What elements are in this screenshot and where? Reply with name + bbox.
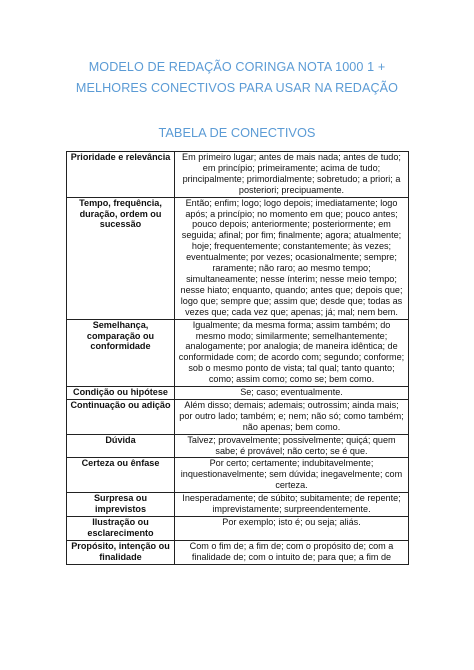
category-cell: Prioridade e relevância (67, 152, 175, 198)
table-row (67, 399, 409, 434)
connectives-cell: Igualmente; da mesma forma; assim também; do mesmo modo; similarmente; semelhantemente; analogamente; por analogia; de maneira idêntica; de conformidade com; de acordo com; segundo; conforme; sob o mesmo ponto de vista; tal qual; tanto quanto; como; assim como; como se; bem como. (175, 319, 409, 386)
connectives-cell: Se; caso; eventualmente. (175, 387, 409, 400)
table-title: TABELA DE CONECTIVOS (158, 125, 316, 140)
category-cell: Dúvida (67, 434, 175, 458)
table-row (67, 197, 409, 319)
title-line-1: MODELO DE REDAÇÃO CORINGA NOTA 1000 1 + (88, 60, 386, 74)
category-cell: Tempo, frequência, duração, ordem ou sucessão (67, 197, 175, 319)
category-cell: Surpresa ou imprevistos (67, 493, 175, 517)
table-row (67, 517, 409, 541)
table-row (67, 493, 409, 517)
table-row (67, 319, 409, 386)
connectives-table (66, 151, 409, 565)
table-row (67, 387, 409, 400)
title-line-2: MELHORES CONECTIVOS PARA USAR NA REDAÇÃO (75, 81, 399, 95)
connectives-cell: Por exemplo; isto é; ou seja; aliás. (175, 517, 409, 541)
category-cell: Ilustração ou esclarecimento (67, 517, 175, 541)
category-cell: Propósito, intenção ou finalidade (67, 540, 175, 564)
table-row (67, 458, 409, 493)
connectives-cell: Inesperadamente; de súbito; subitamente; de repente; imprevistamente; surpreendentemente. (175, 493, 409, 517)
connectives-cell: Com o fim de; a fim de; com o propósito de; com a finalidade de; com o intuito de; para que; a fim de (175, 540, 409, 564)
connectives-cell: Em primeiro lugar; antes de mais nada; antes de tudo; em princípio; primeiramente; acima de tudo; principalmente; primordialmente; sobretudo; a priori; a posteriori; precipuamente. (175, 152, 409, 198)
category-cell: Certeza ou ênfase (67, 458, 175, 493)
connectives-cell: Talvez; provavelmente; possivelmente; quiçá; quem sabe; é provável; não certo; se é que. (175, 434, 409, 458)
table-row (67, 152, 409, 198)
table-row (67, 540, 409, 564)
connectives-cell: Além disso; demais; ademais; outrossim; ainda mais; por outro lado; também; e; nem; não só; como também; não apenas; bem como. (175, 399, 409, 434)
category-cell: Semelhança, comparação ou conformidade (67, 319, 175, 386)
category-cell: Continuação ou adição (67, 399, 175, 434)
table-row (67, 434, 409, 458)
document-title (0, 57, 474, 99)
connectives-cell: Por certo; certamente; indubitavelmente; inquestionavelmente; sem dúvida; inegavelmente; com certeza. (175, 458, 409, 493)
connectives-cell: Então; enfim; logo; logo depois; imediatamente; logo após; a princípio; no momento em que; pouco antes; pouco depois; anteriormente; posteriormente; em seguida; afinal; por fim; finalmente; agora; atualmente; hoje; frequentemente; constantemente; às vezes; eventualmente; por vezes; ocasionalmente; sempre; raramente; não raro; ao mesmo tempo; simultaneamente; nesse ínterim; nesse meio tempo; nesse hiato; enquanto, quando; antes que; depois que; logo que; sempre que; assim que; desde que; todas as vezes que; cada vez que; apenas; já; mal; nem bem. (175, 197, 409, 319)
category-cell: Condição ou hipótese (67, 387, 175, 400)
